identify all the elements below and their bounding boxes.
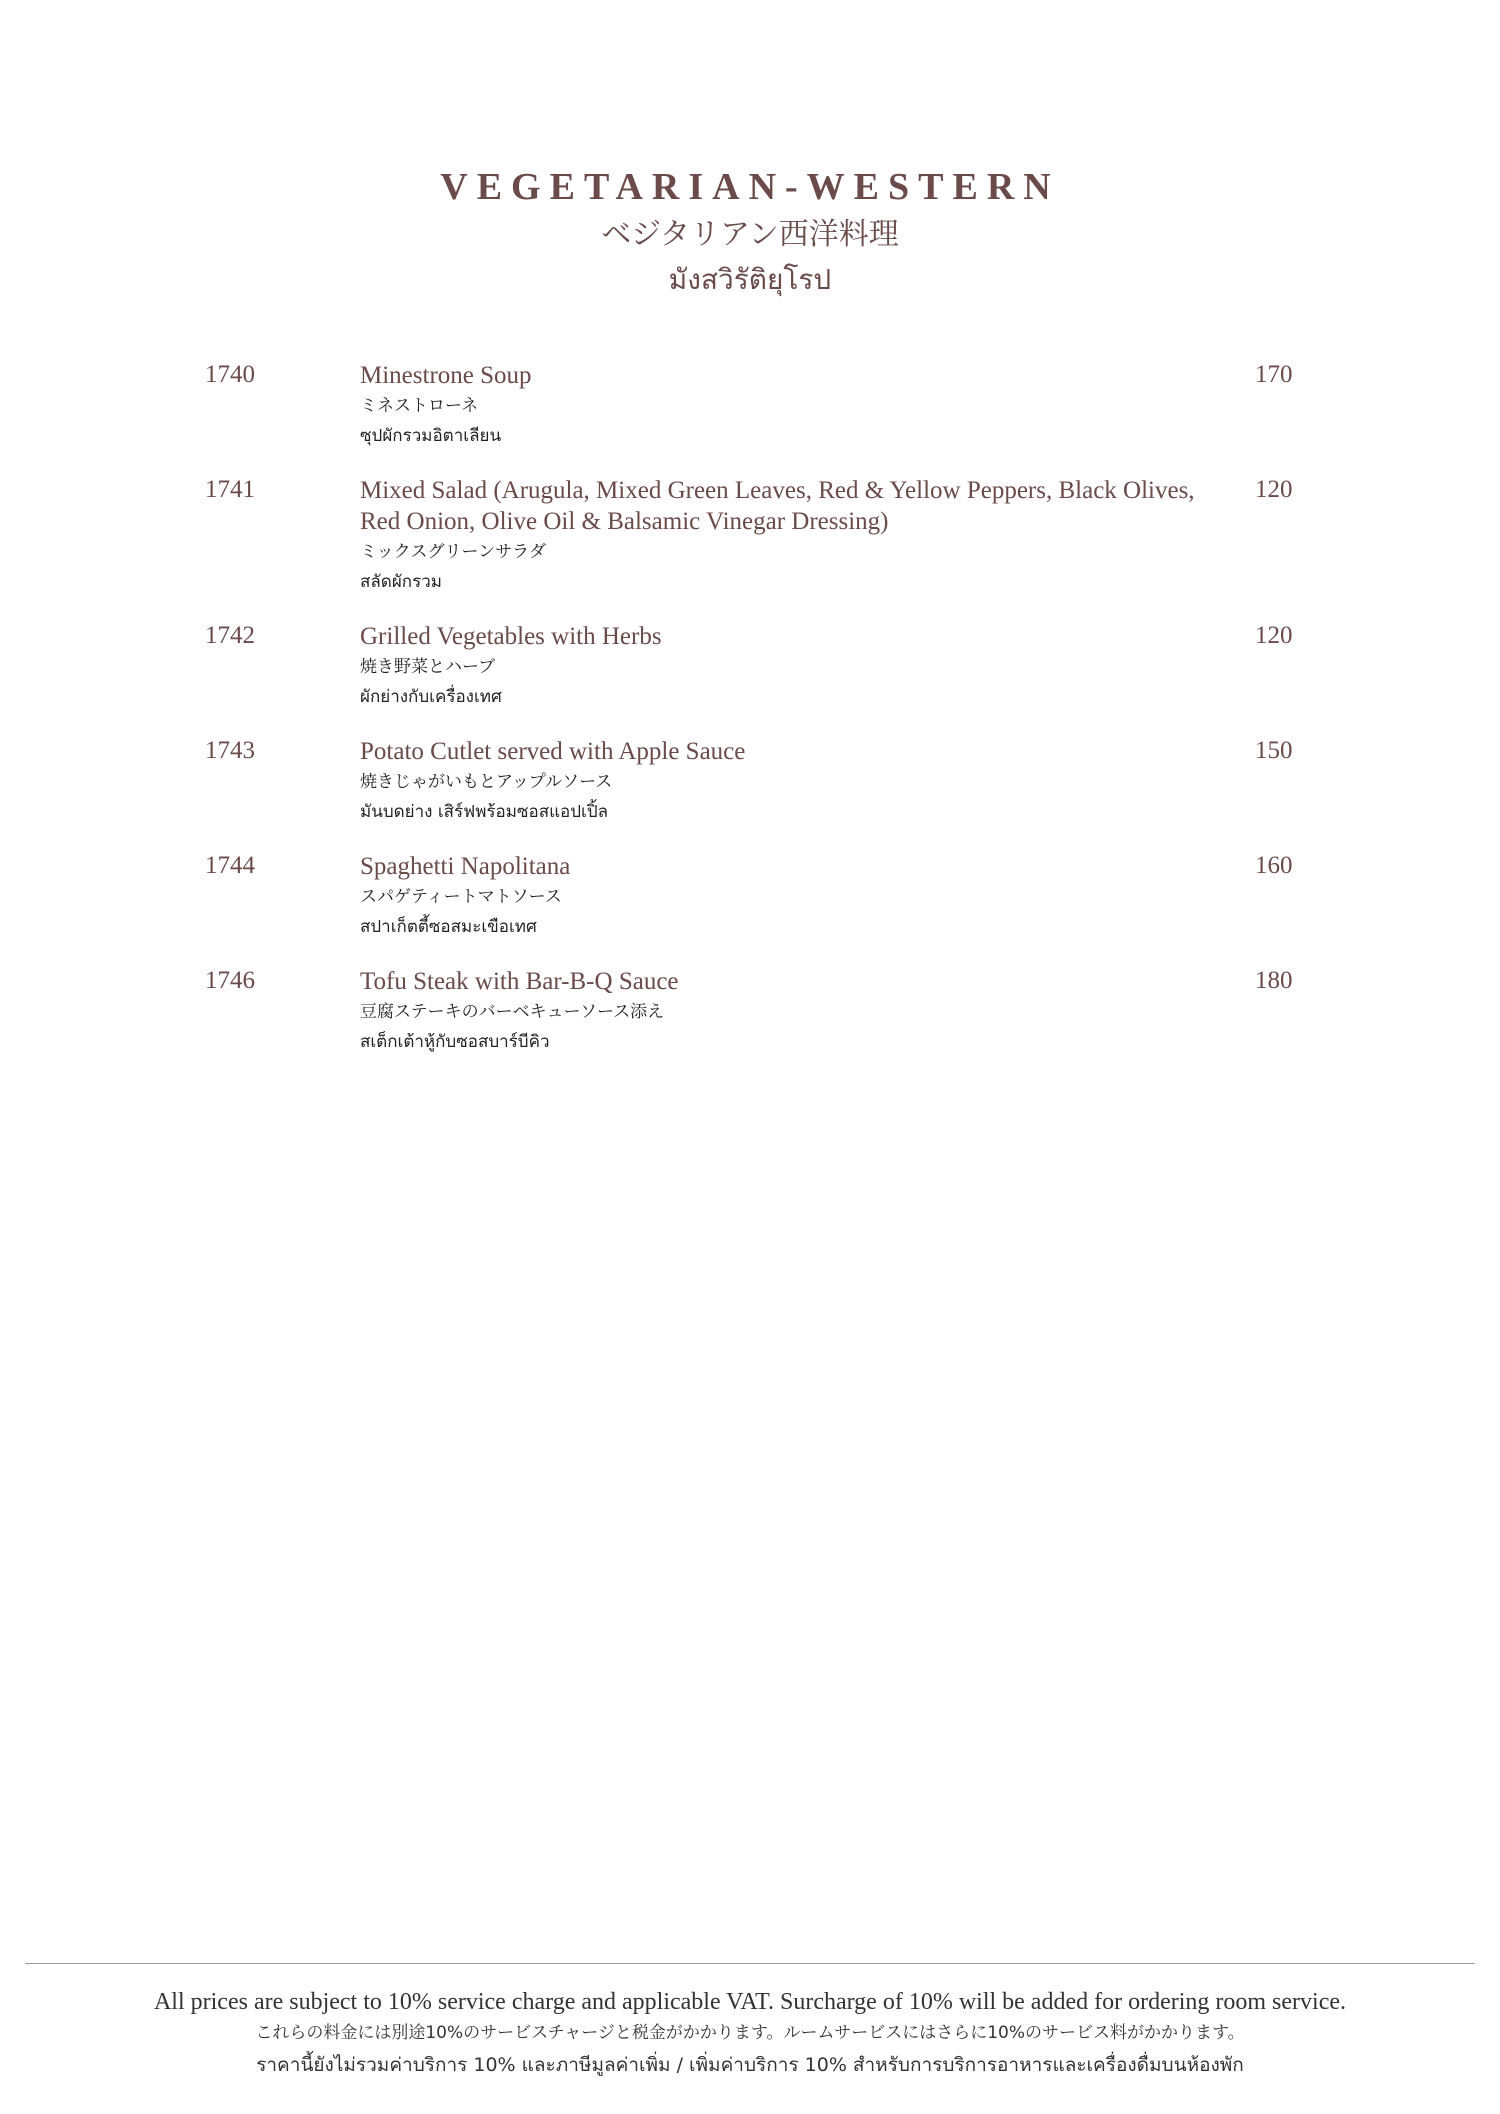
item-name-thai: สปาเก็ตตี้ซอสมะเขือเทศ	[360, 917, 537, 937]
item-name-thai: สเต็กเต้าหู้กับซอสบาร์บีคิว	[360, 1032, 550, 1052]
item-code: 1740	[205, 361, 255, 388]
item-code: 1744	[205, 852, 255, 879]
page-title: VEGETARIAN-WESTERN	[440, 166, 1060, 208]
item-name-thai: ซุปผักรวมอิตาเลียน	[360, 426, 502, 446]
item-price: 160	[1255, 852, 1293, 879]
menu-item	[0, 966, 1500, 1057]
item-name-japanese: 豆腐ステーキのバーベキューソース添え	[360, 1002, 665, 1022]
item-name: Potato Cutlet served with Apple Sauce	[360, 738, 746, 765]
item-code: 1746	[205, 967, 255, 994]
item-name: Mixed Salad (Arugula, Mixed Green Leaves, Red & Yellow Peppers, Black Olives, Red Onion, Olive Oil & Balsamic Vinegar Dressing)	[360, 477, 1195, 535]
item-price: 120	[1255, 622, 1293, 649]
item-name-thai: ผักย่างกับเครื่องเทศ	[360, 687, 502, 707]
item-name: Tofu Steak with Bar-B-Q Sauce	[360, 968, 679, 995]
footer-note-japanese: これらの料金には別途10%のサービスチャージと税金がかかります。ルームサービスにはさらに10%のサービス料がかかります。	[255, 2023, 1245, 2043]
item-code: 1743	[205, 737, 255, 764]
item-name-japanese: スパゲティートマトソース	[360, 887, 562, 907]
item-price: 170	[1255, 361, 1293, 388]
item-name: Minestrone Soup	[360, 362, 532, 389]
item-name: Grilled Vegetables with Herbs	[360, 623, 662, 650]
footer-notice	[25, 1963, 1475, 2082]
menu-item	[0, 621, 1500, 712]
menu-list	[0, 360, 1500, 1081]
item-name-thai: มันบดย่าง เสิร์ฟพร้อมซอสแอปเปิ้ล	[360, 802, 609, 822]
item-name-japanese: ミックスグリーンサラダ	[360, 542, 546, 562]
item-price: 180	[1255, 967, 1293, 994]
page-title-thai: มังสวิรัติยุโรป	[668, 263, 832, 296]
menu-item	[0, 851, 1500, 942]
item-name-thai: สลัดผักรวม	[360, 572, 442, 592]
item-price: 150	[1255, 737, 1293, 764]
item-code: 1741	[205, 476, 255, 503]
footer-note-thai: ราคานี้ยังไม่รวมค่าบริการ 10% และภาษีมูลค่าเพิ่ม / เพิ่มค่าบริการ 10% สำหรับการบริการอาหารและเครื่องดื่มบนห้องพัก	[256, 2054, 1244, 2076]
menu-item	[0, 475, 1500, 597]
footer-note-english: All prices are subject to 10% service charge and applicable VAT. Surcharge of 10% will be added for ordering room service.	[153, 1989, 1347, 2015]
item-code: 1742	[205, 622, 255, 649]
menu-item	[0, 360, 1500, 451]
item-price: 120	[1255, 476, 1293, 503]
item-name-japanese: 焼きじゃがいもとアップルソース	[360, 772, 613, 792]
item-name: Spaghetti Napolitana	[360, 853, 571, 880]
item-name-japanese: ミネストローネ	[360, 396, 479, 416]
page-title-japanese: ベジタリアン西洋料理	[601, 217, 899, 252]
menu-header	[0, 165, 1500, 303]
item-name-japanese: 焼き野菜とハーブ	[360, 657, 496, 677]
menu-item	[0, 736, 1500, 827]
